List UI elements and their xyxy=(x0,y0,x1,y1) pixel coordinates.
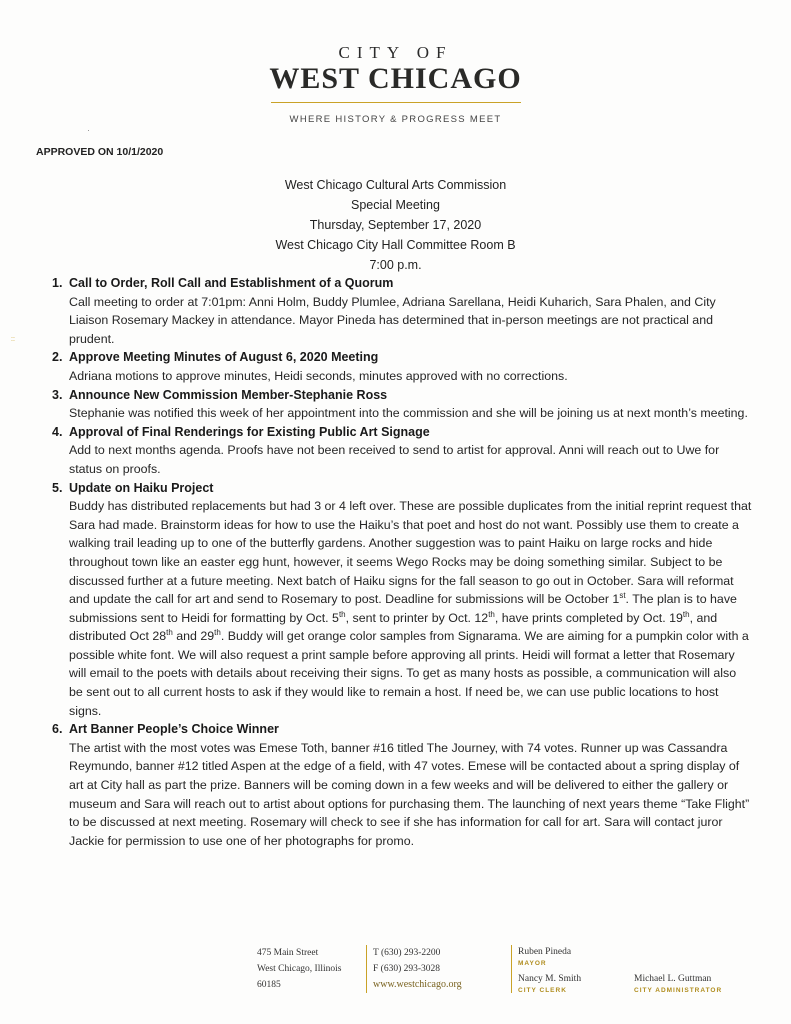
agenda-item-body xyxy=(69,497,752,720)
ordinal-suffix: th xyxy=(488,609,495,619)
letterhead-city-of: CITY OF xyxy=(338,43,453,62)
footer-address-line: 60185 xyxy=(257,980,281,990)
agenda-item-title: Update on Haiku Project xyxy=(69,480,214,495)
body-text: , and distributed Oct 28 xyxy=(69,610,718,644)
agenda-item-6 xyxy=(52,720,752,850)
agenda-item-body: Call meeting to order at 7:01pm: Anni Holm, Buddy Plumlee, Adriana Sarellana, Heidi Kuharich, Sara Phalen, and City Liaison Rosemary Mackey in attendance. Mayor Pineda has determined that in-person meetings are not practical and prudent. xyxy=(69,294,716,346)
agenda-item-title: Approve Meeting Minutes of August 6, 2020 Meeting xyxy=(69,350,379,365)
footer-address-line: 475 Main Street xyxy=(257,948,319,958)
agenda-item-body: Add to next months agenda. Proofs have not been received to send to artist for approval. Anni will reach out to Uwe for status on proofs. xyxy=(69,443,720,476)
agenda-item-title: Approval of Final Renderings for Existing Public Art Signage xyxy=(69,424,430,439)
letterhead-city-name: WEST CHICAGO xyxy=(269,62,522,95)
agenda-item-number: 4. xyxy=(52,424,63,439)
agenda-item-number: 6. xyxy=(52,722,63,737)
body-text: and 29 xyxy=(172,629,215,644)
agenda-list xyxy=(52,274,752,850)
agenda-item-number: 3. xyxy=(52,387,63,402)
footer-address xyxy=(257,945,362,993)
ordinal-suffix: th xyxy=(166,628,173,638)
ordinal-suffix: st xyxy=(619,590,626,600)
meeting-body: West Chicago Cultural Arts Commission xyxy=(284,178,507,192)
agenda-item-number: 5. xyxy=(52,480,63,495)
footer-divider xyxy=(511,945,512,993)
agenda-item-number: 2. xyxy=(52,350,63,365)
agenda-item-5 xyxy=(52,479,752,721)
body-text: Buddy has distributed replacements but had 3 or 4 left over. These are possible duplicates from the initial reprint request that Sara had made. Brainstorm ideas for how to use the Haiku’s that poet and host do not want. Possibly use them to create a walking trail leading up to one of the butterfly gardens. Another suggestion was to paint Haiku on large rocks and hide throughout town like an easter egg hunt, however, it seems Wego Rocks may be doing something similar. Subject to be discussed further at a future meeting. Next batch of Haiku signs for the fall season to go out in October. Sara will reformat and update the call for art and send to Rosemary to post. Deadline for submissions will be October 1 xyxy=(69,499,752,607)
letterhead-divider xyxy=(271,102,521,103)
footer-mayor xyxy=(518,947,571,969)
agenda-item-1 xyxy=(52,274,752,348)
letterhead xyxy=(0,44,791,125)
meeting-header xyxy=(0,175,791,275)
meeting-time: 7:00 p.m. xyxy=(369,258,422,272)
agenda-item-number: 1. xyxy=(52,276,63,290)
clerk-role: CITY CLERK xyxy=(518,987,567,994)
footer-administrator xyxy=(634,974,722,996)
body-text: , sent to printer by Oct. 12 xyxy=(345,610,489,625)
administrator-name: Michael L. Guttman xyxy=(634,974,712,984)
agenda-item-3 xyxy=(52,386,752,423)
approval-stamp-text: APPROVED ON 10/1/2020 xyxy=(36,146,164,158)
footer-clerk xyxy=(518,974,581,996)
agenda-item-body: The artist with the most votes was Emese Toth, banner #16 titled The Journey, with 74 votes. Runner up was Cassandra Reymundo, banner #12 titled Aspen at the edge of a field, with 47 votes. Emese will be contacted about a spring display of art at City hall as part the prize. Banners will be coming down in a few weeks and will be delivered to either the gallery or museum and Sara will reach out to artist about options for purchasing them. The launching of next years theme “Take Flight” to be discussed at next meeting. Rosemary will check to see if she has information for call for art. Sara will contact juror Jackie for permission to use one of her photographs for promo. xyxy=(69,740,750,848)
meeting-type: Special Meeting xyxy=(351,198,440,212)
letterhead-tagline: WHERE HISTORY & PROGRESS MEET xyxy=(289,114,502,125)
footer xyxy=(0,945,791,1005)
ordinal-suffix: th xyxy=(338,609,346,619)
body-text: . The plan is to have submissions sent to Heidi for formatting by Oct. 5 xyxy=(69,592,737,625)
footer-phone: T (630) 293-2200 xyxy=(373,948,441,958)
clerk-name: Nancy M. Smith xyxy=(518,974,582,984)
mayor-role: MAYOR xyxy=(518,960,547,967)
margin-mark-icon: :: xyxy=(11,336,15,343)
mayor-name: Ruben Pineda xyxy=(518,947,572,957)
meeting-location: West Chicago City Hall Committee Room B xyxy=(275,238,516,252)
body-text: , have prints completed by Oct. 19 xyxy=(494,610,683,625)
body-text: . Buddy will get orange color samples from Signarama. We are aiming for a pumpkin color with a possible white font. We will also request a print sample before approving all prints. Heidi will format a letter that Rosemary will email to the poets with details about receiving their signs. To get as many hosts as possible, a communication will also be sent out to all current hosts to ask if they would like to remain a host. If need be, we can use public locations to host signs. xyxy=(69,629,749,718)
ordinal-suffix: th xyxy=(214,628,221,638)
agenda-item-body: Stephanie was notified this week of her appointment into the commission and she will be joining us at next month’s meeting. xyxy=(69,406,748,421)
footer-address-line: West Chicago, Illinois xyxy=(257,964,342,974)
footer-divider xyxy=(366,945,367,993)
ordinal-suffix: th xyxy=(682,609,690,619)
agenda-item-title: Art Banner People’s Choice Winner xyxy=(69,722,279,737)
agenda-item-2 xyxy=(52,348,752,385)
agenda-item-body: Adriana motions to approve minutes, Heidi seconds, minutes approved with no corrections. xyxy=(69,368,568,383)
footer-website-link[interactable]: www.westchicago.org xyxy=(373,979,462,990)
scan-speck xyxy=(88,130,89,131)
agenda-item-title: Call to Order, Roll Call and Establishment of a Quorum xyxy=(69,276,394,290)
agenda-item-4 xyxy=(52,423,752,479)
footer-contact xyxy=(373,945,508,993)
meeting-date: Thursday, September 17, 2020 xyxy=(309,218,482,232)
agenda-item-title: Announce New Commission Member-Stephanie Ross xyxy=(69,387,388,402)
footer-fax: F (630) 293-3028 xyxy=(373,964,441,974)
administrator-role: CITY ADMINISTRATOR xyxy=(634,987,723,994)
